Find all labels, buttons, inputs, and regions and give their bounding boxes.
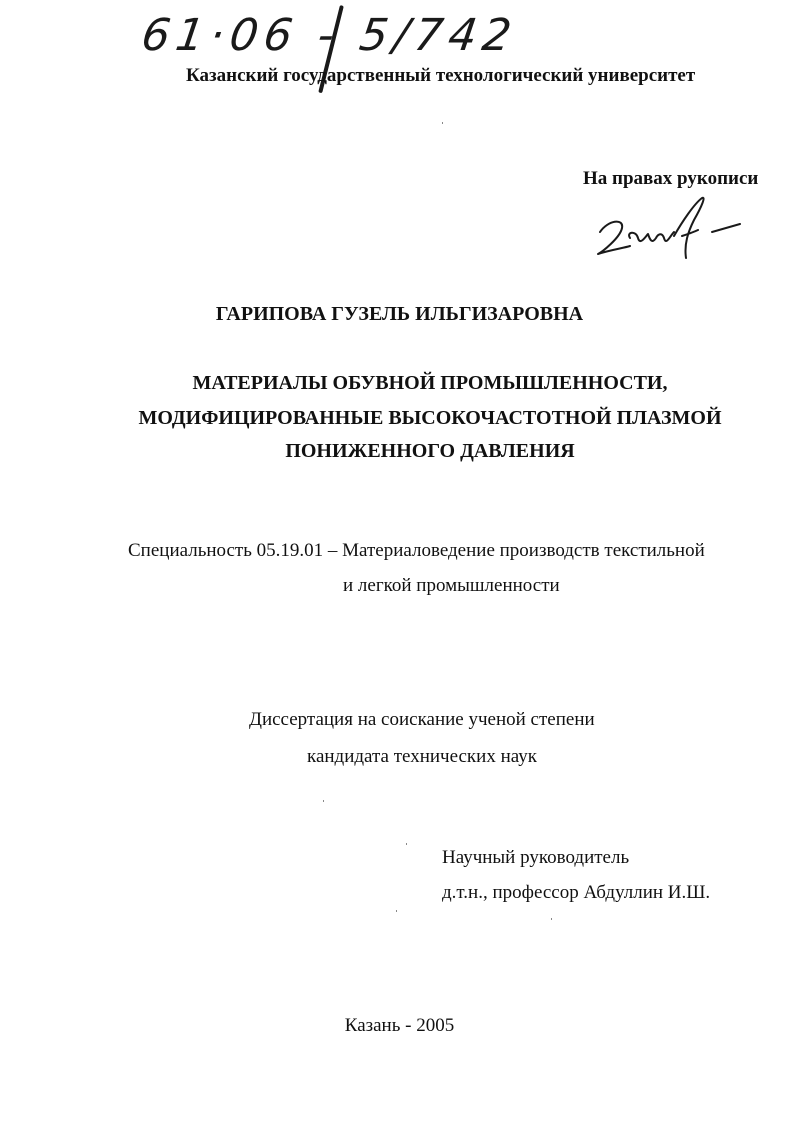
- handwritten-archive-number: 61·06 - 5/742: [138, 10, 521, 61]
- scan-speck: [551, 918, 552, 920]
- supervisor-label: Научный руководитель: [442, 847, 630, 868]
- degree-line: кандидата технических наук: [307, 746, 537, 767]
- signature-icon: [590, 192, 760, 262]
- university-name: Казанский государственный технологический университет: [186, 65, 696, 86]
- specialty-line: Специальность 05.19.01 – Материаловедение производств текстильной: [128, 540, 705, 561]
- city-year: Казань - 2005: [344, 1015, 455, 1036]
- manuscript-rights-label: На правах рукописи: [583, 168, 759, 189]
- author-name: ГАРИПОВА ГУЗЕЛЬ ИЛЬГИЗАРОВНА: [215, 303, 584, 325]
- dissertation-title-line: МАТЕРИАЛЫ ОБУВНОЙ ПРОМЫШЛЕННОСТИ,: [192, 372, 668, 394]
- dissertation-title-line: МОДИФИЦИРОВАННЫЕ ВЫСОКОЧАСТОТНОЙ ПЛАЗМОЙ: [138, 407, 722, 429]
- scan-speck: [442, 122, 443, 124]
- degree-line: Диссертация на соискание ученой степени: [249, 709, 595, 730]
- supervisor-name: д.т.н., профессор Абдуллин И.Ш.: [442, 882, 711, 903]
- scan-speck: [396, 910, 397, 912]
- specialty-line: и легкой промышленности: [343, 575, 560, 596]
- scan-speck: [406, 843, 407, 845]
- dissertation-title-line: ПОНИЖЕННОГО ДАВЛЕНИЯ: [285, 440, 575, 462]
- scan-speck: [323, 800, 324, 802]
